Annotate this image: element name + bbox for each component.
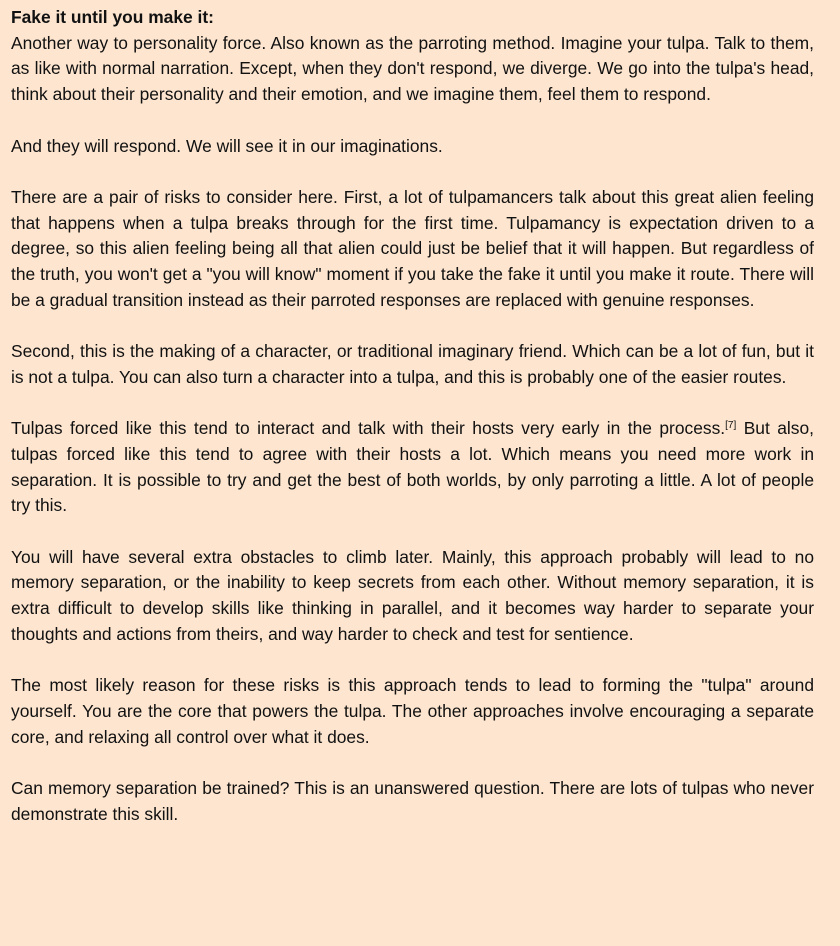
section-heading: Fake it until you make it: (11, 7, 214, 27)
paragraph-hosts-text-after: But also, tulpas forced like this tend to agree with their hosts a lot. Which means you need more work in separation. It is possible to try and get the best of both worlds, by only parroting a little. A lot of people try this. (11, 418, 814, 516)
paragraph-question: Can memory separation be trained? This is an unanswered question. There are lots of tulpas who never demonstrate this skill. (11, 777, 814, 824)
paragraph-hosts (11, 416, 814, 519)
paragraph-hosts-text-before: Tulpas forced like this tend to interact and talk with their hosts very early in the process. (11, 418, 726, 439)
paragraph-reason: The most likely reason for these risks is this approach tends to lead to forming the "tulpa" around yourself. You are the core that powers the tulpa. The other approaches involve encouraging a separate core, and relaxing all control over what it does. (11, 675, 814, 747)
paragraph-intro: Another way to personality force. Also known as the parroting method. Imagine your tulpa. Talk to them, as like with normal narration. Except, when they don't respond, we diverge. We go into the tulpa's head, think about their personality and their emotion, and we imagine them, feel them to respond. (11, 32, 814, 105)
paragraph-character: Second, this is the making of a character, or traditional imaginary friend. Which can be a lot of fun, but it is not a tulpa. You can also turn a character into a tulpa, and this is probably one of the easier routes. (11, 341, 814, 387)
paragraph-risks: There are a pair of risks to consider here. First, a lot of tulpamancers talk about this great alien feeling that happens when a tulpa breaks through for the first time. Tulpamancy is expectation driven to a degree, so this alien feeling being all that alien could just be belief that it will happen. But regardless of the truth, you won't get a "you will know" moment if you take the fake it until you make it route. There will be a gradual transition instead as their parroted responses are replaced with genuine responses. (11, 186, 814, 310)
paragraph-obstacles: You will have several extra obstacles to climb later. Mainly, this approach probably will lead to no memory separation, or the inability to keep secrets from each other. Without memory separation, it is extra difficult to develop skills like thinking in parallel, and it becomes way harder to separate your thoughts and actions from theirs, and way harder to check and test for sentience. (11, 546, 814, 644)
footnote-reference[interactable]: [7] (725, 420, 737, 432)
paragraph-respond: And they will respond. We will see it in our imaginations. (11, 135, 443, 156)
